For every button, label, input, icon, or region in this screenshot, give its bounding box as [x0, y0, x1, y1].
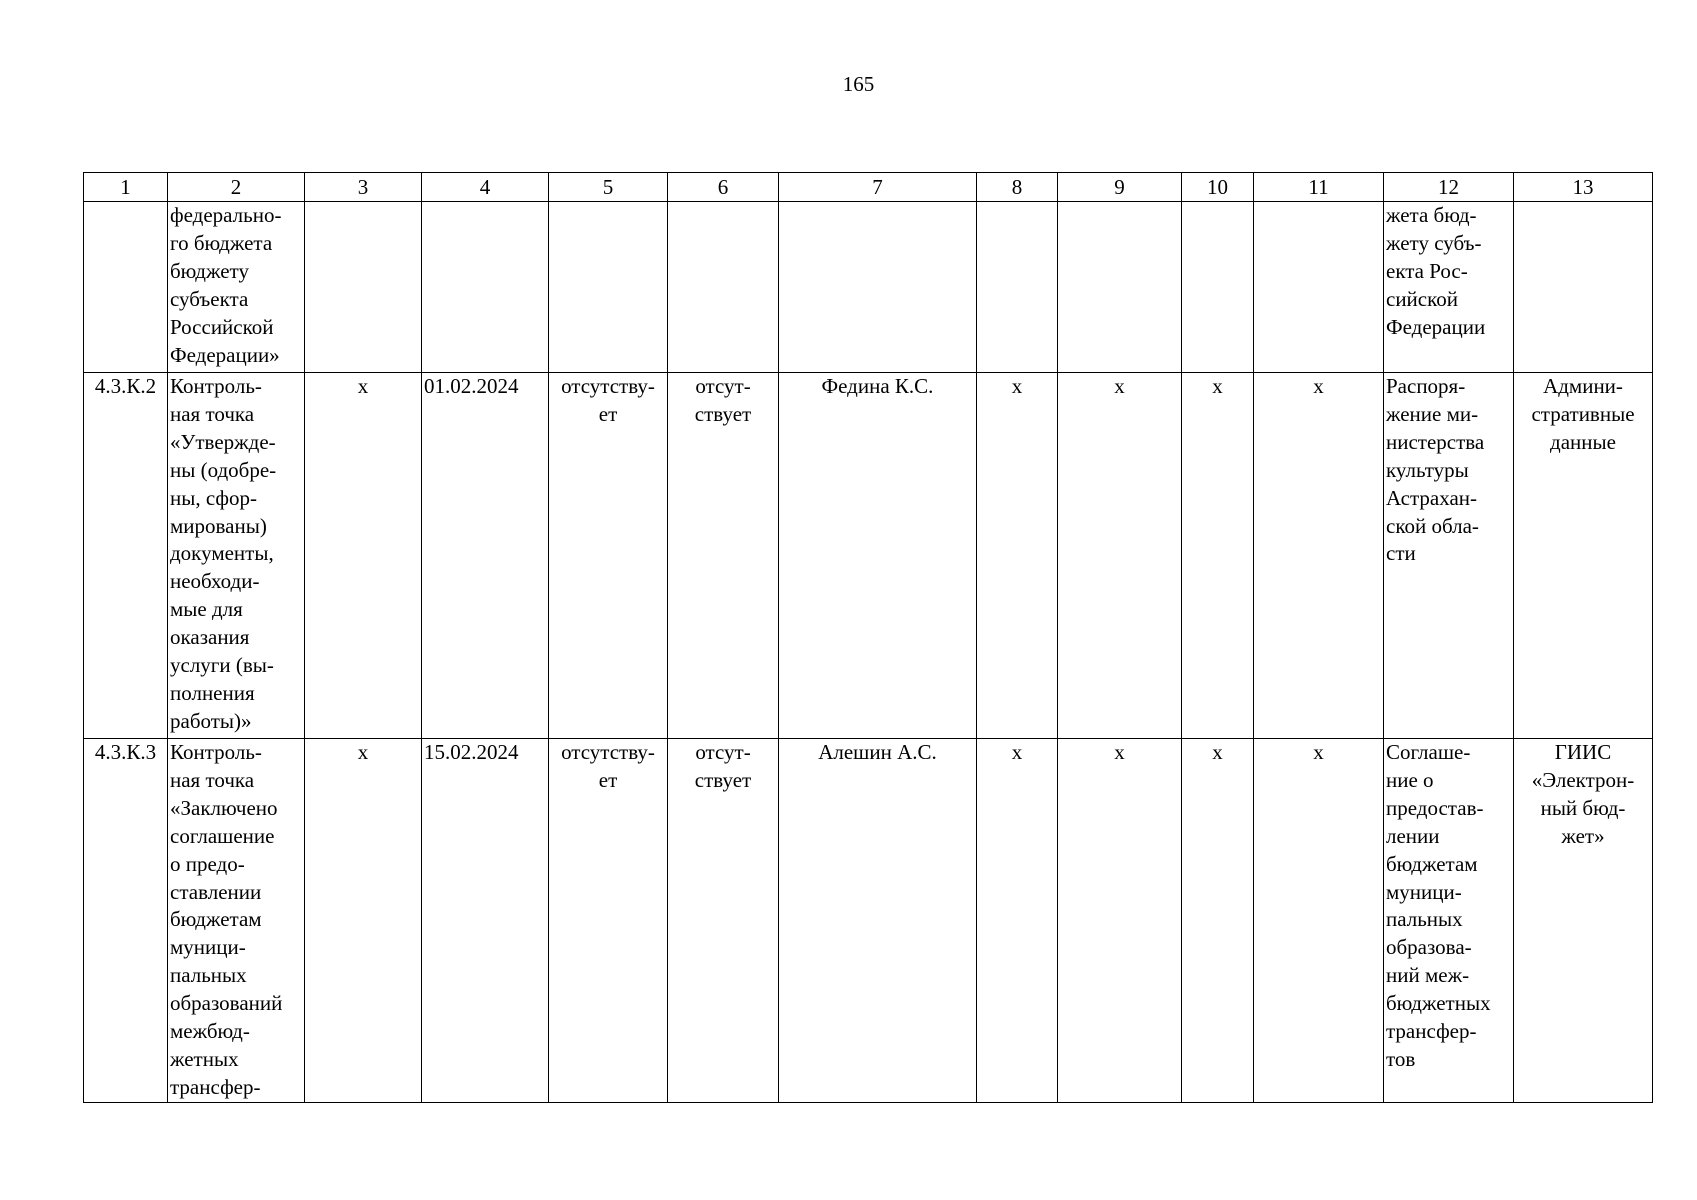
- cell-source: [1514, 202, 1653, 373]
- header-cell: 1: [84, 173, 168, 202]
- cell-col11: х: [1254, 739, 1384, 1103]
- cell-date: 01.02.2024: [422, 373, 549, 739]
- header-cell: 10: [1182, 173, 1254, 202]
- cell-col9: [1058, 202, 1182, 373]
- header-cell: 6: [668, 173, 779, 202]
- cell-date: 15.02.2024: [422, 739, 549, 1103]
- cell-col6: отсут- ствует: [668, 739, 779, 1103]
- data-table: [83, 172, 1653, 1103]
- cell-col5: отсутству- ет: [549, 739, 668, 1103]
- table-row: [84, 373, 1653, 739]
- cell-col10: х: [1182, 739, 1254, 1103]
- cell-number: 4.3.К.2: [84, 373, 168, 739]
- cell-document: жета бюд- жету субъ- екта Рос- сийской Федерации: [1384, 202, 1514, 373]
- header-cell: 8: [977, 173, 1058, 202]
- table-row: [84, 739, 1653, 1103]
- cell-document: Распоря- жение ми- нистерства культуры Астрахан- ской обла- сти: [1384, 373, 1514, 739]
- cell-col11: х: [1254, 373, 1384, 739]
- cell-col3: [305, 202, 422, 373]
- cell-date: [422, 202, 549, 373]
- header-cell: 9: [1058, 173, 1182, 202]
- cell-col8: х: [977, 373, 1058, 739]
- cell-responsible: Федина К.С.: [779, 373, 977, 739]
- cell-source: Админи- стративные данные: [1514, 373, 1653, 739]
- cell-col3: х: [305, 739, 422, 1103]
- cell-source: ГИИС «Электрон- ный бюд- жет»: [1514, 739, 1653, 1103]
- cell-name: Контроль- ная точка «Заключено соглашение о предо- ставлении бюджетам муници- пальных образований межбюд- жетных трансфер-: [168, 739, 305, 1103]
- cell-col5: отсутству- ет: [549, 373, 668, 739]
- cell-col8: х: [977, 739, 1058, 1103]
- cell-col8: [977, 202, 1058, 373]
- cell-col9: х: [1058, 373, 1182, 739]
- cell-col3: х: [305, 373, 422, 739]
- page-number: 165: [842, 72, 875, 96]
- table-row: [84, 202, 1653, 373]
- cell-col9: х: [1058, 739, 1182, 1103]
- cell-responsible: Алешин А.С.: [779, 739, 977, 1103]
- header-cell: 7: [779, 173, 977, 202]
- header-cell: 12: [1384, 173, 1514, 202]
- cell-col10: [1182, 202, 1254, 373]
- header-cell: 2: [168, 173, 305, 202]
- cell-name: федерально- го бюджета бюджету субъекта Российской Федерации»: [168, 202, 305, 373]
- cell-number: 4.3.К.3: [84, 739, 168, 1103]
- cell-col10: х: [1182, 373, 1254, 739]
- cell-col6: отсут- ствует: [668, 373, 779, 739]
- header-cell: 4: [422, 173, 549, 202]
- cell-responsible: [779, 202, 977, 373]
- cell-col5: [549, 202, 668, 373]
- header-cell: 5: [549, 173, 668, 202]
- cell-col6: [668, 202, 779, 373]
- header-cell: 11: [1254, 173, 1384, 202]
- header-cell: 13: [1514, 173, 1653, 202]
- cell-document: Соглаше- ние о предостав- лении бюджетам муници- пальных образова- ний меж- бюджетных трансфер- тов: [1384, 739, 1514, 1103]
- cell-col11: [1254, 202, 1384, 373]
- table-header-row: [84, 173, 1653, 202]
- header-cell: 3: [305, 173, 422, 202]
- cell-number: [84, 202, 168, 373]
- cell-name: Контроль- ная точка «Утвержде- ны (одобре- ны, сфор- мированы) документы, необходи- мые для оказания услуги (вы- полнения работы)»: [168, 373, 305, 739]
